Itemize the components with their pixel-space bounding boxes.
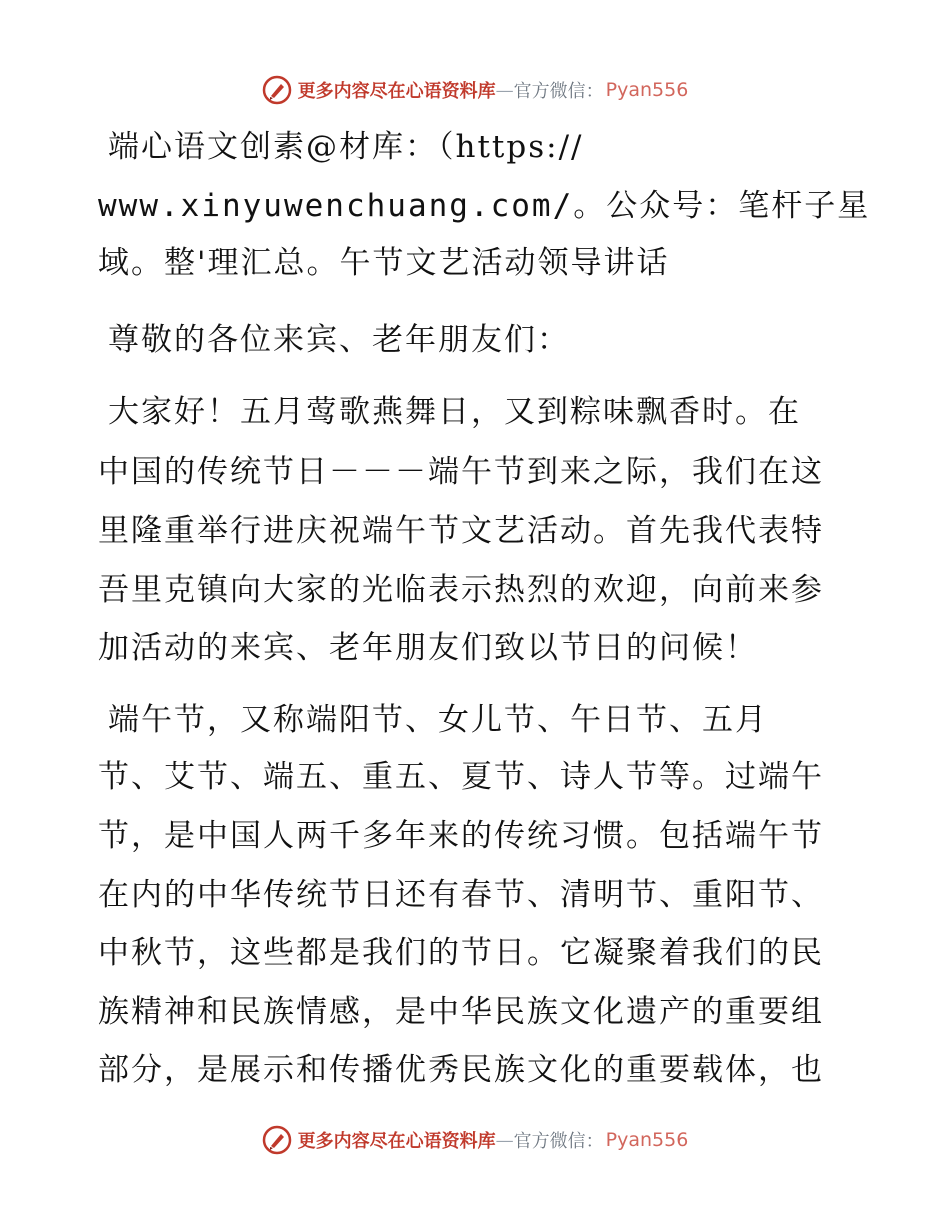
header-banner: [0, 70, 950, 110]
banner-text: 更多内容尽在心语资料库: [297, 81, 496, 102]
doc-line-8: 吾里克镇向大家的光临表示热烈的欢迎，向前来参: [98, 572, 824, 608]
wechat-id: Pyan556: [605, 79, 689, 101]
doc-line-1: 端心语文创素@材库：（https://: [108, 129, 584, 165]
banner-text: 更多内容尽在心语资料库: [297, 1131, 496, 1152]
doc-line-2: www.xinyuwenchuang.com/。公众号：笔杆子星: [98, 188, 871, 224]
pen-logo-icon: [262, 1125, 292, 1155]
doc-line-10: 端午节，又称端阳节、女儿节、午日节、五月: [108, 702, 768, 738]
doc-line-11: 节、艾节、端五、重五、夏节、诗人节等。过端午: [98, 759, 824, 795]
salutation: 尊敬的各位来宾、老年朋友们：: [108, 322, 570, 358]
doc-line-13: 在内的中华传统节日还有春节、清明节、重阳节、: [98, 877, 824, 913]
wechat-label: 官方微信：: [513, 81, 604, 102]
doc-line-3: 域。整'理汇总。午节文艺活动领导讲话: [98, 245, 670, 281]
doc-line-15: 族精神和民族情感，是中华民族文化遗产的重要组: [98, 994, 824, 1030]
doc-line-7: 里隆重举行进庆祝端午节文艺活动。首先我代表特: [98, 513, 824, 549]
wechat-id: Pyan556: [605, 1129, 689, 1151]
doc-line-6: 中国的传统节日－－－端午节到来之际，我们在这: [98, 454, 824, 490]
doc-line-5: 大家好！五月莺歌燕舞日，又到粽味飘香时。在: [108, 394, 801, 430]
doc-line-12: 节，是中国人两千多年来的传统习惯。包括端午节: [98, 818, 824, 854]
doc-line-16: 部分，是展示和传播优秀民族文化的重要载体，也: [98, 1052, 824, 1088]
banner-separator: —: [495, 79, 514, 101]
footer-banner: [0, 1120, 950, 1160]
doc-line-9: 加活动的来宾、老年朋友们致以节日的问候！: [98, 630, 758, 666]
wechat-label: 官方微信：: [513, 1131, 604, 1152]
banner-separator: —: [495, 1129, 514, 1151]
pen-logo-icon: [262, 75, 292, 105]
doc-line-14: 中秋节，这些都是我们的节日。它凝聚着我们的民: [98, 935, 824, 971]
